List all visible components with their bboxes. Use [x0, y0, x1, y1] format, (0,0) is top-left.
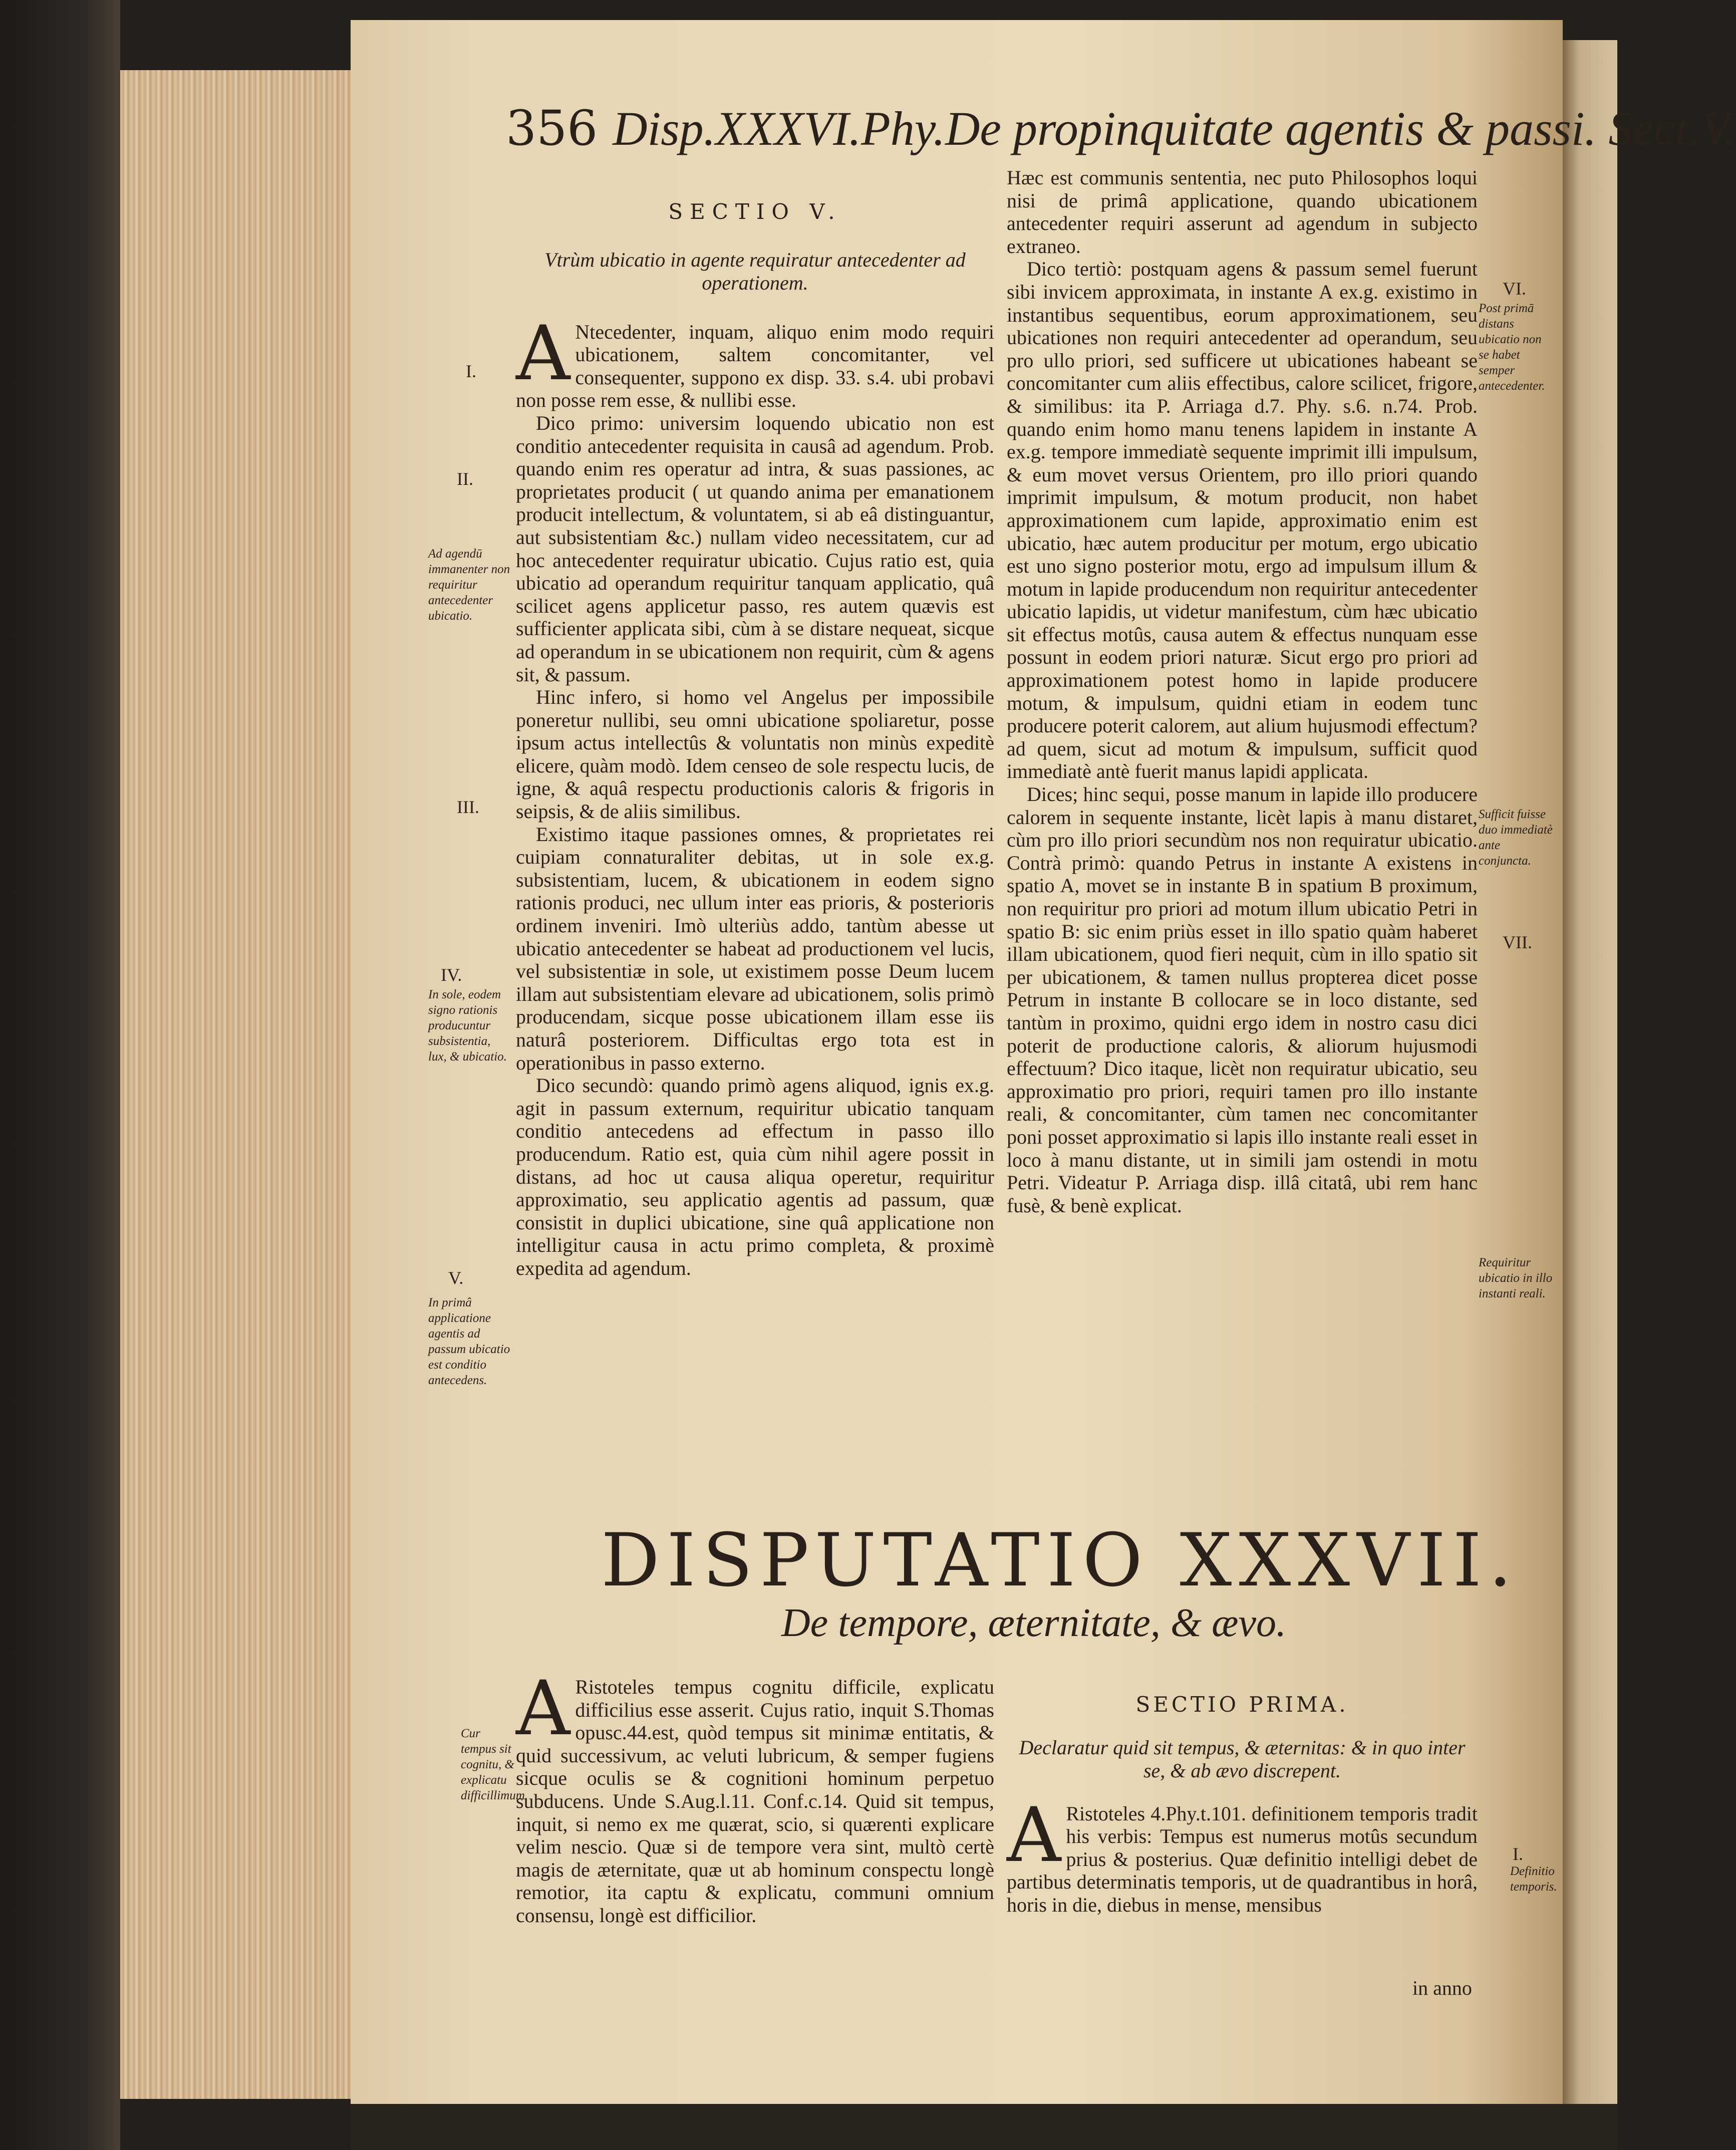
facing-page-edge — [1563, 40, 1617, 2124]
section-title: SECTIO V. — [668, 199, 842, 224]
running-header — [506, 100, 1736, 156]
disputatio-title: DISPUTATIO XXXVII. — [601, 1518, 1519, 1603]
paragraph: Hinc infero, si homo vel Angelus per impossibile poneretur nullibi, seu omni ubicatione spoliaretur, posse ipsum actus intellectûs & voluntatis non minùs expeditè elicere, quàm modò. Idem censeo de sole respectu lucis, de igne, & aquâ respectu productionis caloris & frigoris in seipsis, & de aliis similibus. — [516, 686, 994, 823]
margin-number: I. — [466, 361, 476, 381]
margin-note: In primâ applicatione agentis ad passum ubicatio est conditio antecedens. — [428, 1296, 510, 1387]
page-edges — [120, 70, 356, 2099]
paragraph: ANtecedenter, inquam, aliquo enim modo requiri ubicationem, saltem concomitanter, vel consequenter, suppono ex disp. 33. s.4. ubi probavi non posse rem esse, & nullibi esse. — [516, 310, 994, 412]
margin-note: Definitio temporis. — [1510, 1864, 1557, 1894]
margin-number: III. — [457, 797, 479, 817]
bottom-shadow — [351, 2104, 1617, 2150]
paragraph: Dico primo: universim loquendo ubicatio non est conditio antecedenter requisita in causâ ad agendum. Prob. quando enim res operatur ad intra, & suas passiones, ac proprietates producit ( ut quando anima per emanationem producit intellectum, & voluntatem, si ab eâ distinguantur, aut subsistentiam &c.) nullam video necessitatem, cur ad hoc antecedenter requiratur ubicatio. Cujus ratio est, quia ubicatio ad operandum requiritur tanquam applicatio, quâ scilicet agens applicetur passo, res autem quævis est sufficienter applicata sibi, cùm à se distare nequeat, sicque ad operandum in se ubicationem non requirit, cùm & agens sit, & passum. — [516, 411, 994, 686]
margin-number: II. — [457, 469, 473, 489]
right-column — [1007, 166, 1478, 1217]
catchword: in anno — [1412, 1977, 1472, 1999]
margin-number: IV. — [441, 965, 462, 985]
section-prima-column — [1007, 1693, 1478, 1917]
paragraph: Hæc est communis sententia, nec puto Philosophos loqui nisi de primâ applicatione, quando ubicationem antecedenter requiri asserunt ad agendum in subjecto extraneo. — [1007, 166, 1478, 257]
disputatio-subtitle: De tempore, æternitate, & ævo. — [781, 1601, 1286, 1645]
margin-note: Post primā distans ubicatio non se habet semper antecedenter. — [1479, 302, 1545, 393]
section-heading: Declaratur quid sit tempus, & æternitas: & in quo inter se, & ab ævo discrepent. — [1019, 1736, 1466, 1782]
margin-note: Ad agendū immanenter non requiritur antecedenter ubicatio. — [428, 547, 510, 623]
running-title: Disp.XXXVI.Phy.De propinquitate agentis & passi. Sect.V. — [613, 102, 1736, 155]
margin-note: In sole, eodem signo rationis producuntur subsistentia, lux, & ubicatio. — [428, 988, 507, 1063]
background-left — [0, 0, 120, 2150]
margin-number: V. — [448, 1268, 464, 1288]
paragraph: ARistoteles 4.Phy.t.101. definitionem temporis tradit his verbis: Tempus est numerus motûs secundum prius & posterius. Quæ definitio intelligi debet de partibus determinatis temporis, ut de quadrantibus in horâ, horis in die, diebus in mense, mensibus — [1007, 1791, 1478, 1916]
paragraph: Dices; hinc sequi, posse manum in lapide illo producere calorem in sequente instante, licèt lapis à manu distaret, cùm pro illo priori secundùm nos non requiratur ubicatio. Contrà primò: quando Petrus in instante A existens in spatio A, movet se in instante B in spatium B proximum, non requiritur pro priori ad motum illum ubicatio Petri in spatio B: sic enim priùs esset in illo spatio quàm haberet illam ubicationem, quod fieri nequit, cùm in illo spatio sit per ubicationem, & tamen nullus propterea dicet posse Petrum in instante B collocare se in loco distante, sed tantùm in proximo, quidni ergo idem in nostro casu dici poterit de productione caloris, & aliorum hujusmodi effectuum? Dico itaque, licèt non requiratur ubicatio, seu approximatio pro priori, requiri tamen pro illo instante reali, & concomitanter, cùm tamen nec concomitanter poni posset approximatio si lapis illo instante reali esset in loco à manu distante, ut in simili jam ostendi in motu Petri. Videatur P. Arriaga disp. illâ citatâ, ubi rem hanc fusè, & benè explicat. — [1007, 783, 1478, 1217]
margin-number: VI. — [1503, 279, 1526, 299]
margin-note: Requiritur ubicatio in illo instanti reali. — [1479, 1256, 1553, 1300]
intro-column — [516, 1665, 994, 1927]
margin-note: Cur tempus sit cognitu, & explicatu difficillimum. — [461, 1727, 528, 1802]
margin-number: I. — [1513, 1844, 1523, 1864]
page-number: 356 — [506, 100, 598, 156]
left-column — [516, 200, 994, 1280]
paragraph: ARistoteles tempus cognitu difficile, explicatu difficilius esse asserit. Cujus ratio, inquit S.Thomas opusc.44.est, quòd tempus sit minimæ entitatis, & quid successivum, ac veluti lubricum, & semper fugiens sicque oculis se & cognitioni hominum perpetuo subducens. Unde S.Aug.l.11. Conf.c.14. Quid sit tempus, inquit, si nemo ex me quærat, scio, si quærenti explicare velim nescio. Quæ si de tempore vera sint, multò certè magis de æternitate, quæ ut ab hominum conspectu longè remotior, ita captu & explicatu, communi omnium consensu, longè est difficilior. — [516, 1665, 994, 1927]
paragraph: Dico tertiò: postquam agens & passum semel fuerunt sibi invicem approximata, in instante A ex.g. existimo in instantibus sequentibus, eorum approximationem, seu ubicationes non requiri antecedenter ad operandum, seu pro ullo priori, sed sufficere ut ubicationes habeant se concomitanter cum aliis effectibus, calore scilicet, frigore, & similibus: ita P. Arriaga d.7. Phy. s.6. n.74. Prob. quando enim homo manu tenens lapidem in instante A ex.g. tempore immediatè sequente imprimit illi impulsum, & eum movet versus Orientem, pro illo priori quando imprimit impulsum, & motum producit, non habet approximationem cum lapide, approximatio enim est ubicatio, hæc autem producitur per motum, ergo ubicatio est uno signo posterior motu, ergo ad impulsum illum & motum in lapide producendum non requiritur antecedenter ubicatio lapidis, ut videtur manifestum, cùm hæc ubicatio sit effectus motûs, causa autem & effectus nunquam esse possunt in eodem priori naturæ. Sicut ergo pro priori ad approximationem potest homo in lapide producere motum, & impulsum, quidni etiam in eodem tunc producere poterit calorem, aut alium hujusmodi effectum? ad quem, sicut ad motum & impulsum, sufficit quod immediatè antè fuerit manus lapidi applicata. — [1007, 257, 1478, 783]
section-title: SECTIO PRIMA. — [1135, 1692, 1349, 1717]
paragraph: Dico secundò: quando primò agens aliquod, ignis ex.g. agit in passum externum, requiritur ubicatio tanquam conditio antecedens ad effectum in passo illo producendum. Ratio est, quia cùm nihil agere possit in distans, ad hoc ut causa aliqua operetur, requiritur approximatio, seu applicatio agentis ad passum, quæ consistit in duplici ubicatione, sine quâ applicatione non intelligitur causa in actu primo completa, & proximè expedita ad agendum. — [516, 1074, 994, 1279]
margin-number: VII. — [1503, 932, 1532, 952]
margin-note: Sufficit fuisse duo immediatè ante conjuncta. — [1479, 808, 1553, 868]
paragraph: Existimo itaque passiones omnes, & proprietates rei cuipiam connaturaliter debitas, ut in sole ex.g. subsistentiam, lucem, & ubicationem in eodem signo rationis produci, nec ullum inter eas prioris, & posterioris ordinem inveniri. Imò ulteriùs addo, tantùm abesse ut ubicatio antecedenter se habeat ad productionem vel lucis, vel subsistentiæ in sole, ut existimem posse Deum lucem illam aut subsistentiam elevare ad ubicationem, solis primò producendam, sicque posse ubicationem illam esse iis naturâ posteriorem. Difficultas ergo tota est in operationibus in passo externo. — [516, 823, 994, 1074]
section-heading: Vtrùm ubicatio in agente requiratur antecedenter ad operationem. — [544, 248, 966, 294]
